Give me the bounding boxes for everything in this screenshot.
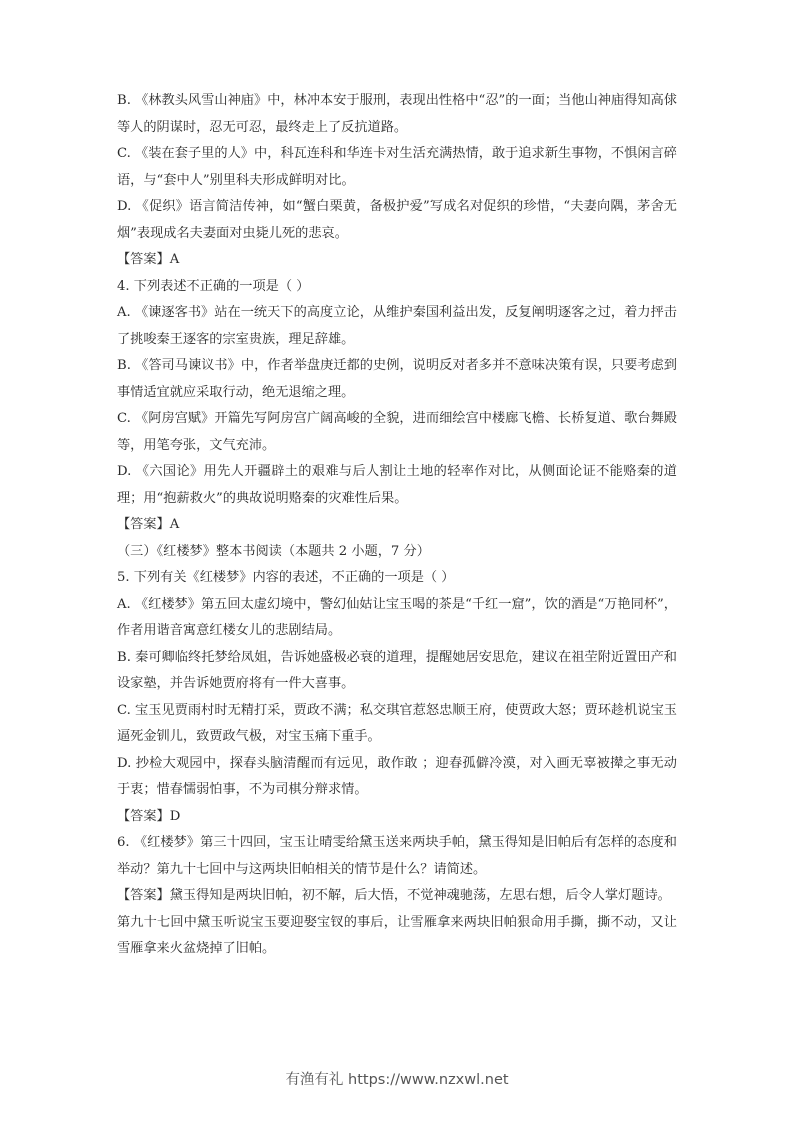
answer-value: A: [169, 517, 180, 532]
question-4: 4. 下列表述不正确的一项是（ ）: [117, 278, 310, 294]
option-4a: A. 《谏逐客书》站在一统天下的高度立论，从维护秦国利益出发，反复阐明逐客之过，着力抨击了挑唆秦王逐客的宗室贵族，理足辞雄。: [117, 305, 677, 347]
answer-value: 黛玉得知是两块旧帕，初不解，后大悟，不觉神魂驰荡，左思右想，后令人掌灯题诗。: [169, 888, 671, 903]
option-3d: D. 《促织》语言简洁传神，如“蟹白栗黄，备极护爱”写成名对促织的珍惜，“夫妻向隅，茅舍无烟”表现成名夫妻面对虫毙儿死的悲哀。: [117, 199, 677, 241]
footer-watermark: 有渔有礼 https://www.nzxwl.net: [285, 1072, 509, 1088]
option-4b: B. 《答司马谏议书》中，作者举盘庚迁都的史例，说明反对者多并不意味决策有误，只要考虑到事情适宜就应采取行动，绝无退缩之理。: [117, 358, 677, 400]
answer-5: [117, 804, 677, 831]
option-4c: C. 《阿房宫赋》开篇先写阿房宫广阔高峻的全貌，进而细绘宫中楼廊飞檐、长桥复道、歌台舞殿等，用笔夸张，文气充沛。: [117, 411, 677, 453]
option-4d: D. 《六国论》用先人开疆辟土的艰难与后人割让土地的轻率作对比，从侧面论证不能赂秦的道理；用“抱薪救火”的典故说明赂秦的灾难性后果。: [117, 464, 677, 506]
answer-3: [117, 247, 677, 274]
question-5: 5. 下列有关《红楼梦》内容的表述，不正确的一项是（ ）: [117, 570, 455, 585]
option-5b: B. 秦可卿临终托梦给凤姐，告诉她盛极必衰的道理，提醒她居安思危，建议在祖茔附近置田产和设家塾，并告诉她贾府将有一件大喜事。: [117, 649, 677, 691]
answer-4: [117, 512, 677, 539]
section-heading: （三）《红楼梦》整本书阅读（本题共 2 小题，7 分）: [117, 543, 430, 559]
answer-value: A: [169, 252, 180, 267]
answer-label: 【答案】: [117, 808, 170, 824]
answer-label: 【答案】: [117, 517, 170, 532]
option-3b: B. 《林教头风雪山神庙》中，林冲本安于服刑，表现出性格中“忍”的一面；当他山神庙得知高俅等人的阴谋时，忍无可忍，最终走上了反抗道路。: [117, 93, 677, 135]
answer-label: 【答案】: [117, 888, 170, 903]
question-6: 6. 《红楼梦》第三十四回，宝玉让晴雯给黛玉送来两块手帕，黛玉得知是旧帕后有怎样的态度和举动？第九十七回中与这两块旧帕相关的情节是什么？请简述。: [117, 835, 677, 877]
option-5d: D. 抄检大观园中，探春头脑清醒而有远见，敢作敢 ；迎春孤僻冷漠，对入画无辜被撵之事无动于衷；惜春懦弱怕事，不为司棋分辩求情。: [117, 755, 677, 797]
answer-6-continued: 第九十七回中黛玉听说宝玉要迎娶宝钗的事后，让雪雁拿来两块旧帕狠命用手撕，撕不动，又让雪雁拿来火盆烧掉了旧帕。: [117, 914, 677, 956]
answer-label: 【答案】: [117, 252, 170, 267]
answer-6: [117, 883, 677, 910]
document-page: [117, 88, 677, 963]
option-5a: A. 《红楼梦》第五回太虚幻境中，警幻仙姑让宝玉喝的茶是“千红一窟”，饮的酒是“万艳同杯”，作者用谐音寓意红楼女儿的悲剧结局。: [117, 596, 677, 638]
answer-value: D: [169, 808, 181, 824]
option-5c: C. 宝玉见贾雨村时无精打采，贾政不满；私交琪官惹怒忠顺王府，使贾政大怒；贾环趁机说宝玉逼死金钏儿，致贾政气极，对宝玉痛下重手。: [117, 702, 677, 744]
option-3c: C. 《装在套子里的人》中，科瓦连科和华连卡对生活充满热情，敢于追求新生事物，不惧闲言碎语，与“套中人”别里科夫形成鲜明对比。: [117, 146, 677, 188]
